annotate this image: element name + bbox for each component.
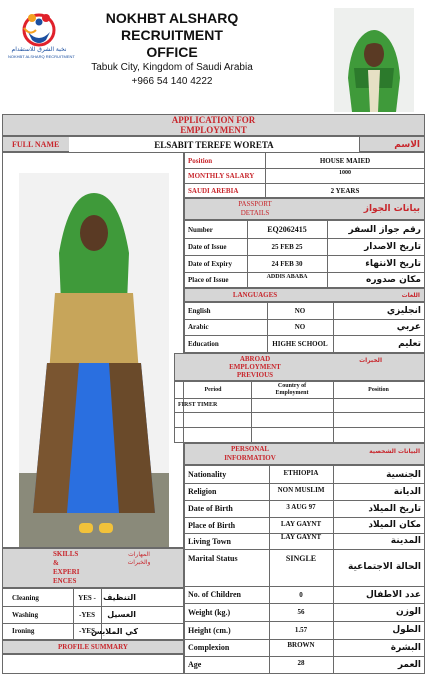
age-value: 28	[297, 658, 305, 667]
age-label: Age	[188, 660, 202, 669]
weight-label-ar: الوزن	[396, 607, 421, 617]
passport-header-en	[185, 199, 325, 219]
full-name-value: ELSABIT TEREFE WORETA	[69, 137, 359, 152]
salary-value: 1000	[339, 170, 351, 176]
marital-status-value: SINGLE	[285, 553, 317, 563]
passport-place-label: Place of Issue	[188, 275, 229, 284]
skills-header-ar-line1: المهارات	[128, 551, 150, 558]
ironing-value: -YES	[79, 627, 95, 635]
pob-label: Place of Birth	[188, 520, 236, 530]
abroad-table	[174, 381, 425, 443]
personal-header-line2: INFORMATIOV	[224, 454, 276, 462]
religion-label-ar: الديانة	[393, 486, 421, 497]
logo-text-en: NOKHBT ALSHARQ RECRUITMENT	[8, 54, 75, 59]
languages-header-en: LANGUAGES	[232, 291, 278, 299]
children-label-ar: عدد الاطفال	[365, 589, 421, 600]
complexion-value: BROWN	[287, 641, 315, 649]
portrait-photo	[334, 8, 414, 112]
passport-expiry-value: 24 FEB 30	[271, 259, 303, 268]
application-title	[2, 114, 425, 136]
skills-header-line1: SKILLS	[53, 550, 79, 558]
cleaning-value: YES -	[78, 593, 96, 602]
washing-label-ar: الغسيل	[107, 610, 136, 619]
passport-place-value: ADDIS ABABA	[266, 274, 308, 280]
profile-summary-header	[2, 640, 184, 654]
height-value: 1.57	[294, 626, 308, 634]
passport-expiry-label: Date of Expiry	[188, 259, 232, 268]
height-label-ar: الطول	[392, 625, 421, 635]
skills-header-line2: &	[53, 559, 59, 567]
abroad-col-position: Position	[368, 387, 389, 393]
passport-number-value: EQ2062415	[267, 225, 307, 234]
ironing-label: Ironing	[12, 627, 35, 635]
dob-value: 3 AUG 97	[286, 503, 316, 511]
weight-label: Weight (kg.)	[188, 607, 231, 617]
agency-logo	[8, 8, 75, 72]
passport-number-label-ar: رقم جواز السفر	[348, 224, 421, 235]
logo-text-ar: نخبة الشرق للاستقدام	[11, 46, 67, 53]
skills-header-en	[53, 550, 93, 586]
agency-header	[72, 10, 272, 89]
abroad-header-ar: الخبرات	[359, 356, 382, 364]
country-value: 2 YEARS	[330, 186, 360, 195]
personal-table	[184, 465, 425, 674]
languages-header	[184, 288, 425, 302]
weight-value: 56	[297, 608, 305, 616]
dob-label: Date of Birth	[188, 504, 233, 513]
pob-label-ar: مكان الميلاد	[368, 520, 421, 530]
age-label-ar: العمر	[397, 659, 421, 670]
ironing-label-ar: كي الملابس	[90, 626, 138, 636]
abroad-header	[174, 353, 425, 381]
passport-issue-label-ar: تاريخ الاصدار	[364, 241, 421, 252]
full-name-row	[2, 136, 425, 152]
religion-value: NON MUSLIM	[277, 486, 325, 494]
arabic-label: Arabic	[188, 323, 209, 331]
abroad-first-row: FIRST TIMER	[178, 402, 218, 408]
personal-header-line1: PERSONAL	[230, 445, 270, 453]
full-body-photo	[19, 173, 169, 547]
abroad-col-period: Period	[204, 387, 222, 393]
personal-header-en	[185, 444, 315, 464]
passport-expiry-label-ar: تاريخ الانتهاء	[365, 258, 421, 269]
dob-label-ar: تاريخ الميلاد	[368, 503, 421, 514]
abroad-col-country-line1: Country of	[277, 383, 307, 389]
cleaning-label: Cleaning	[12, 593, 39, 602]
nationality-value: ETHIOPIA	[283, 469, 319, 477]
skills-header-line4: ENCES	[53, 577, 77, 585]
passport-header-line1: PASSPORT	[238, 200, 272, 208]
arabic-value: NO	[294, 323, 306, 331]
abroad-col-country	[251, 382, 333, 398]
skills-header	[2, 548, 184, 588]
english-label: English	[188, 307, 211, 315]
abroad-header-en	[175, 354, 335, 380]
children-value: 0	[299, 590, 303, 599]
passport-header-line2: DETAILS	[240, 209, 270, 217]
abroad-col-country-line2: Employment	[275, 390, 309, 396]
skills-header-ar-line2: والخبرات	[127, 559, 151, 566]
english-value: NO	[294, 307, 306, 315]
job-info	[184, 152, 425, 198]
living-town-value: LAY GAYNT	[280, 533, 322, 541]
skills-header-line3: EXPERI	[53, 568, 80, 576]
pob-value: LAY GAYNT	[280, 520, 322, 528]
passport-issue-value: 25 FEB 25	[271, 242, 303, 251]
nationality-label-ar: الجنسية	[386, 469, 421, 480]
left-column	[2, 152, 184, 548]
religion-label: Religion	[188, 487, 217, 496]
complexion-label: Complexion	[188, 643, 230, 652]
full-name-label-ar: الاسم	[394, 139, 420, 150]
personal-header	[184, 443, 425, 465]
position-label: Position	[188, 156, 213, 165]
passport-table	[184, 220, 425, 288]
personal-header-ar: البيانات الشخصية	[369, 447, 420, 455]
agency-name-line2: RECRUITMENT	[121, 27, 223, 43]
marital-status-label: Marital Status	[188, 553, 238, 563]
complexion-label-ar: البشرة	[390, 642, 421, 653]
education-label-ar: تعليم	[398, 338, 421, 349]
agency-name-line1: NOKHBT ALSHARQ	[105, 10, 239, 26]
passport-place-label-ar: مكان صدوره	[366, 274, 421, 285]
title-line2: EMPLOYMENT	[180, 125, 247, 135]
country-label: SAUDI AREBIA	[188, 186, 239, 195]
children-label: No. of Children	[188, 590, 241, 599]
skills-header-ar	[119, 551, 159, 567]
washing-label: Washing	[12, 610, 39, 619]
passport-header-ar: بيانات الجواز	[363, 204, 420, 214]
abroad-header-line3: PREVIOUS	[236, 371, 274, 379]
languages-header-ar: اللغات	[401, 291, 420, 299]
marital-status-label-ar: الحالة الاجتماعية	[348, 562, 421, 572]
languages-table	[184, 302, 425, 353]
skills-table	[2, 588, 184, 640]
english-label-ar: انجليزي	[386, 306, 421, 316]
nationality-label: Nationality	[188, 470, 227, 479]
education-value: HIGHE SCHOOL	[272, 339, 328, 348]
agency-name-line3: OFFICE	[146, 44, 198, 60]
agency-phone: +966 54 140 4222	[131, 76, 213, 87]
agency-logo-mark	[8, 8, 75, 72]
cleaning-label-ar: التنظيف	[103, 593, 136, 602]
full-name-label: FULL NAME	[12, 140, 60, 149]
living-town-label-ar: المدينة	[390, 536, 421, 546]
washing-value: -YES	[79, 610, 95, 619]
agency-address: Tabuk City, Kingdom of Saudi Arabia	[91, 62, 253, 73]
education-label: Education	[188, 339, 219, 348]
arabic-label-ar: عربي	[396, 322, 421, 332]
height-label: Height (cm.)	[188, 625, 231, 635]
salary-label: MONTHLY SALARY	[188, 171, 255, 180]
profile-summary-title: PROFILE SUMMARY	[58, 643, 128, 651]
title-line1: APPLICATION FOR	[171, 115, 256, 125]
abroad-header-line1: ABROAD	[239, 355, 271, 363]
passport-number-label: Number	[188, 225, 213, 234]
position-value: HOUSE MAIED	[319, 156, 371, 165]
passport-issue-label: Date of Issue	[188, 242, 227, 251]
passport-header	[184, 198, 425, 220]
living-town-label: Living Town	[188, 536, 231, 546]
profile-summary-body	[2, 654, 184, 674]
abroad-header-line2: EMPLOYMENT	[229, 363, 281, 371]
